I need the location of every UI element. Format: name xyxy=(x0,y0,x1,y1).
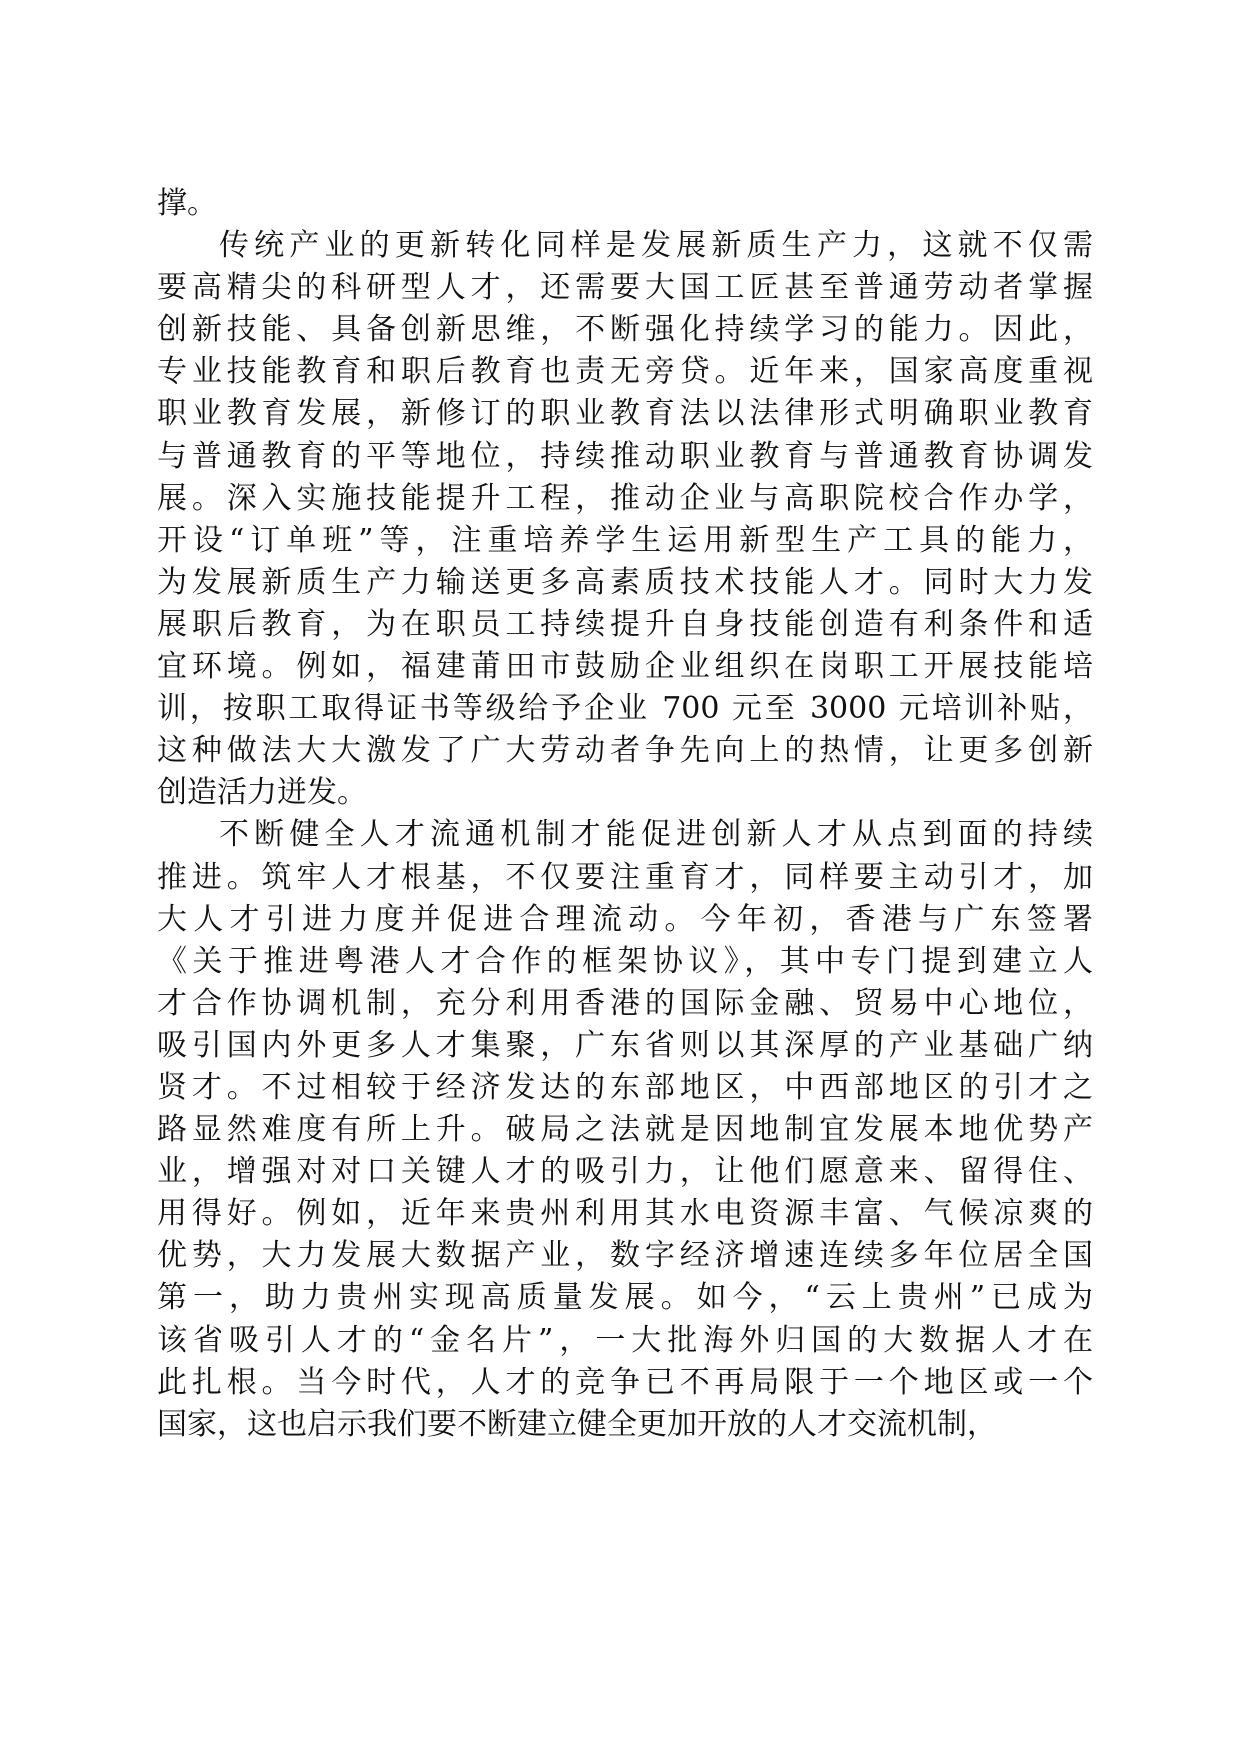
text-line: 用得好。例如，近年来贵州利用其水电资源丰富、气候凉爽的 xyxy=(157,1196,1093,1232)
text-line: 吸引国内外更多人才集聚，广东省则以其深厚的产业基础广纳 xyxy=(157,1027,1093,1063)
text-line: 训，按职工取得证书等级给予企业 700 元至 3000 元培训补贴， xyxy=(157,691,1093,727)
text-line: 与普通教育的平等地位，持续推动职业教育与普通教育协调发 xyxy=(157,438,1093,474)
text-line: 宜环境。例如，福建莆田市鼓励企业组织在岗职工开展技能培 xyxy=(157,649,1093,685)
text-line: 这种做法大大激发了广大劳动者争先向上的热情，让更多创新 xyxy=(157,733,1093,769)
text-line: 《关于推进粤港人才合作的框架协议》，其中专门提到建立人 xyxy=(157,943,1093,979)
text-line: 展职后教育，为在职员工持续提升自身技能创造有利条件和适 xyxy=(157,606,1093,642)
text-line: 不断健全人才流通机制才能促进创新人才从点到面的持续 xyxy=(219,817,1093,853)
text-line: 职业教育发展，新修订的职业教育法以法律形式明确职业教育 xyxy=(157,396,1093,432)
text-line: 撑。 xyxy=(157,186,217,221)
text-line: 传统产业的更新转化同样是发展新质生产力，这就不仅需 xyxy=(219,228,1093,264)
text-line: 要高精尖的科研型人才，还需要大国工匠甚至普通劳动者掌握 xyxy=(157,270,1093,306)
text-line: 业，增强对对口关键人才的吸引力，让他们愿意来、留得住、 xyxy=(157,1154,1093,1190)
text-line: 第一，助力贵州实现高质量发展。如今，“云上贵州”已成为 xyxy=(157,1280,1093,1316)
paragraph xyxy=(157,183,1093,225)
text-line: 创造活力迸发。 xyxy=(157,775,367,811)
text-line: 国家，这也启示我们要不断建立健全更加开放的人才交流机制， xyxy=(157,1406,997,1442)
text-line: 优势，大力发展大数据产业，数字经济增速连续多年位居全国 xyxy=(157,1238,1093,1274)
text-line: 创新技能、具备创新思维，不断强化持续学习的能力。因此， xyxy=(157,312,1093,348)
text-line: 路显然难度有所上升。破局之法就是因地制宜发展本地优势产 xyxy=(157,1112,1093,1148)
text-line: 该省吸引人才的“金名片”，一大批海外归国的大数据人才在 xyxy=(157,1322,1093,1358)
body-text xyxy=(157,183,1093,1446)
text-line: 大人才引进力度并促进合理流动。今年初，香港与广东签署 xyxy=(157,901,1093,937)
text-line: 展。深入实施技能提升工程，推动企业与高职院校合作办学， xyxy=(157,480,1093,516)
text-line: 此扎根。当今时代，人才的竞争已不再局限于一个地区或一个 xyxy=(157,1364,1093,1400)
text-line: 才合作协调机制，充分利用香港的国际金融、贸易中心地位， xyxy=(157,985,1093,1021)
paragraph xyxy=(157,814,1093,1445)
paragraph xyxy=(157,225,1093,814)
text-line: 贤才。不过相较于经济发达的东部地区，中西部地区的引才之 xyxy=(157,1069,1093,1105)
text-line: 为发展新质生产力输送更多高素质技术技能人才。同时大力发 xyxy=(157,564,1093,600)
text-line: 开设“订单班”等，注重培养学生运用新型生产工具的能力， xyxy=(157,522,1093,558)
text-line: 专业技能教育和职后教育也责无旁贷。近年来，国家高度重视 xyxy=(157,354,1093,390)
text-line: 推进。筑牢人才根基，不仅要注重育才，同样要主动引才，加 xyxy=(157,859,1093,895)
